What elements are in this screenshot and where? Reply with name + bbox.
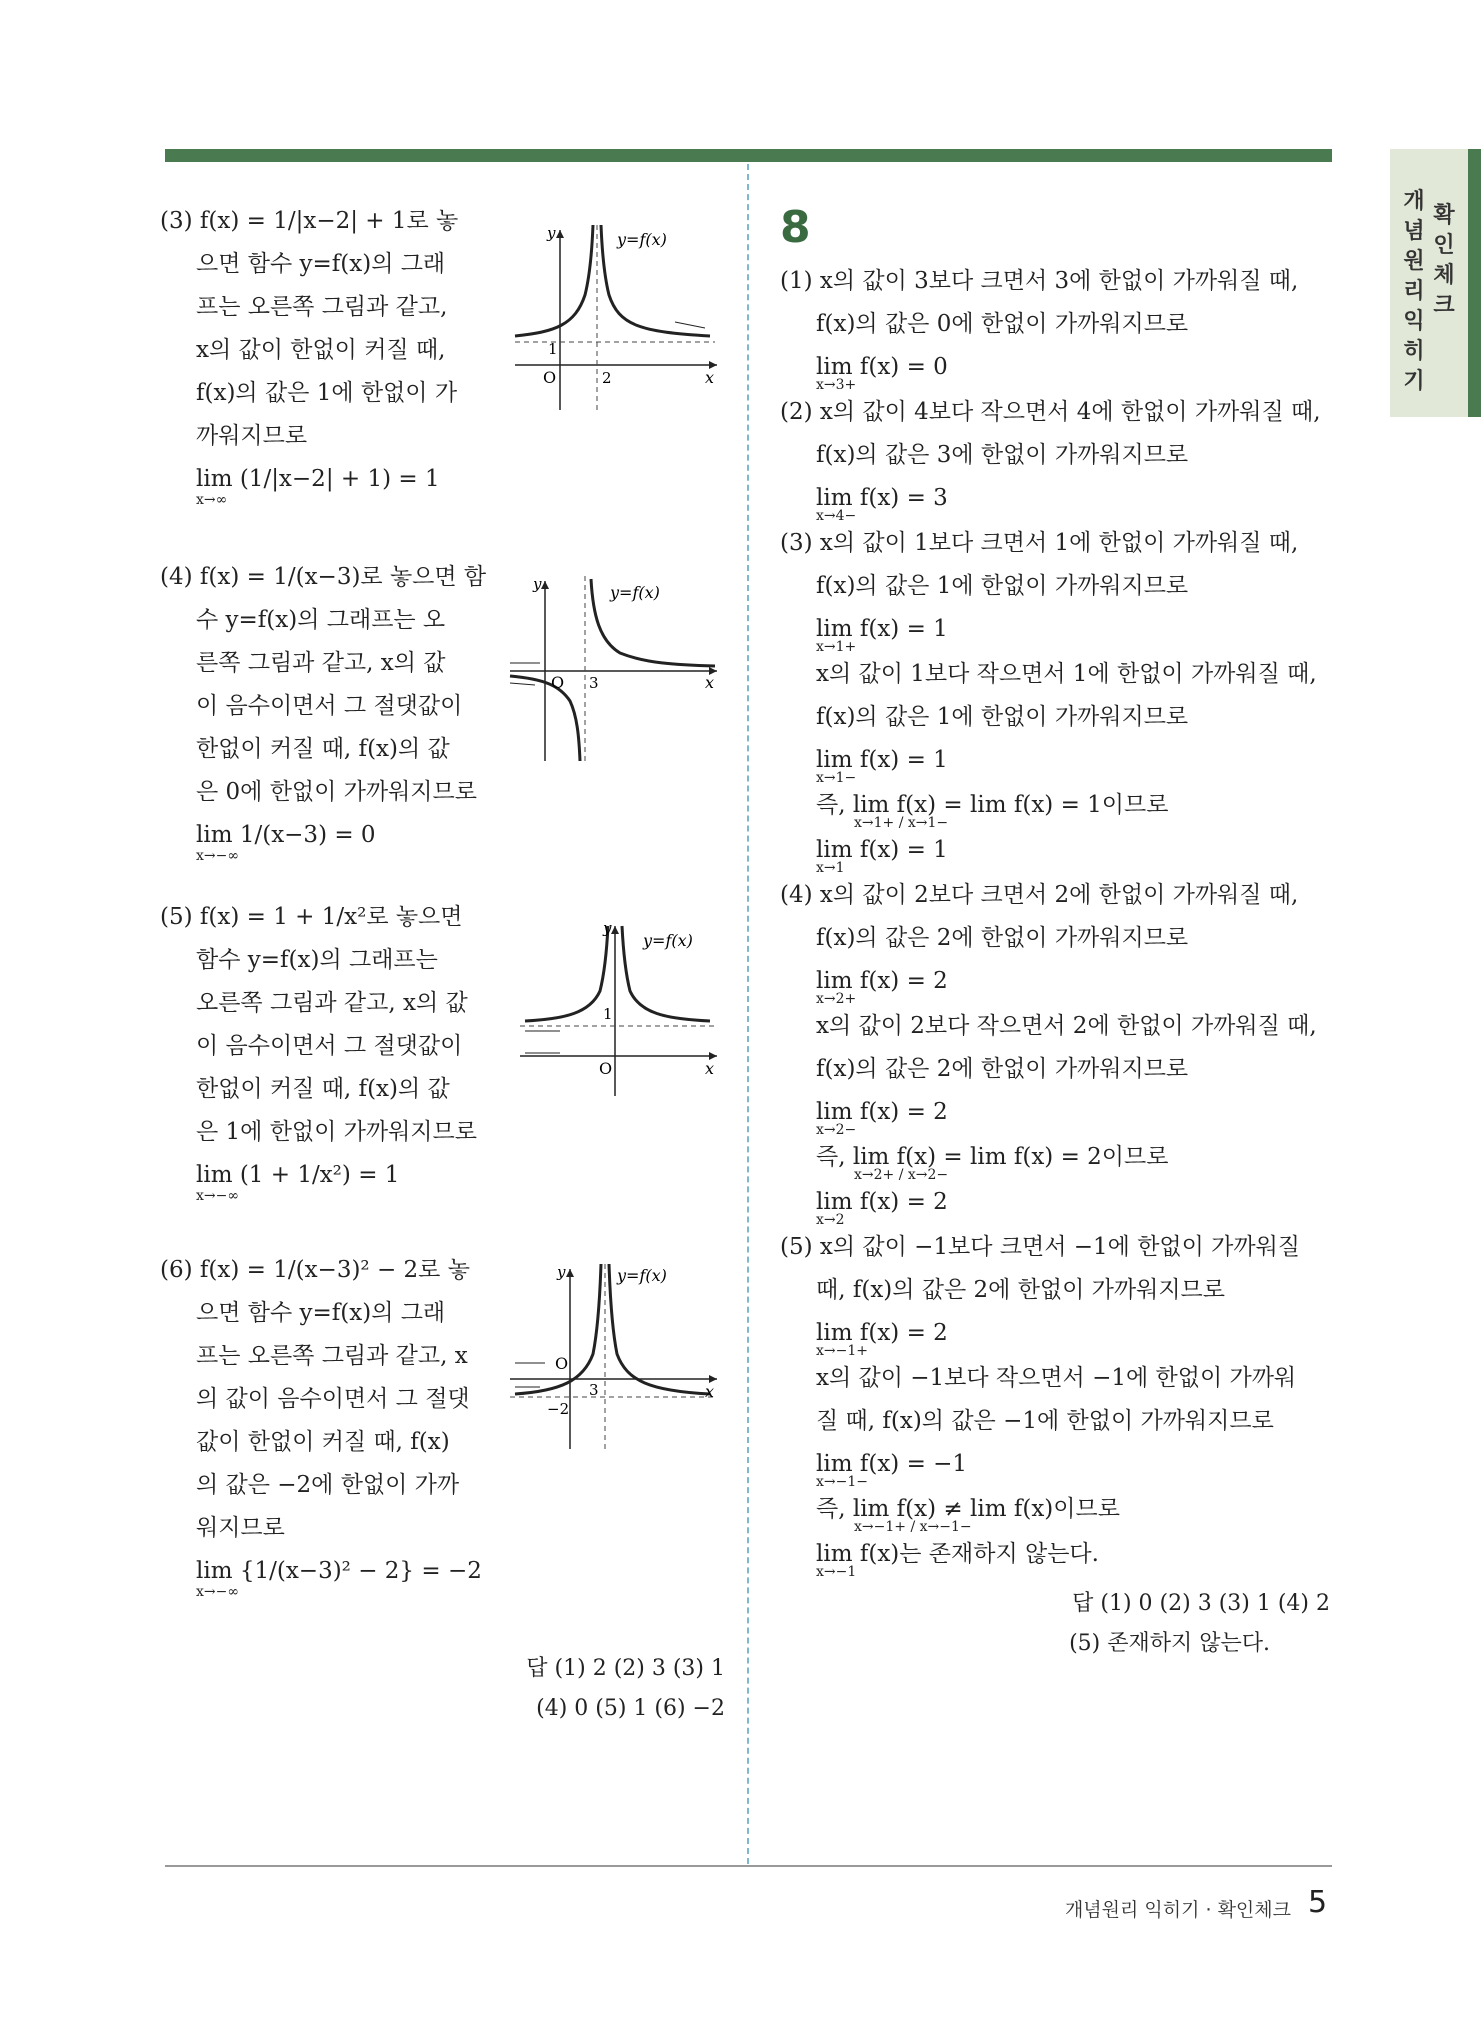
footer-text: 개념원리 익히기 · 확인체크: [1064, 1899, 1291, 1921]
line: (2) x의 값이 4보다 작으면서 4에 한없이 가까워질 때,: [780, 399, 1321, 425]
limit-expression: lim {1/(x−3)² − 2} = −2: [196, 1558, 482, 1584]
line: (3) f(x) = 1/|x−2| + 1로 놓: [160, 208, 459, 234]
line: 오른쪽 그림과 같고, x의 값: [196, 990, 468, 1016]
limit-expression: lim f(x)는 존재하지 않는다.: [816, 1541, 1099, 1567]
x-axis-label: x: [705, 368, 715, 387]
origin-label: O: [599, 1059, 613, 1078]
line: 즉, lim f(x) = lim f(x) = 2이므로: [816, 1144, 1169, 1170]
line: f(x)의 값은 1에 한없이 가까워지므로: [816, 704, 1189, 730]
line: 워지므로: [196, 1515, 285, 1541]
solution-7-5: [160, 896, 730, 1249]
limit-expression: lim f(x) = 1: [816, 747, 948, 773]
limit-expression: lim f(x) = 1: [816, 616, 948, 642]
limit-subscript: x→2: [816, 1212, 845, 1228]
line: (6) f(x) = 1/(x−3)² − 2로 놓: [160, 1257, 470, 1283]
line: 은 1에 한없이 가까워지므로: [196, 1119, 477, 1145]
curve-label: y=f(x): [610, 583, 660, 602]
limit-expression: lim (1/|x−2| + 1) = 1: [196, 466, 440, 492]
line: 이 음수이면서 그 절댓값이: [196, 693, 463, 719]
line: 한없이 커질 때, f(x)의 값: [196, 736, 450, 762]
limit-expression: lim f(x) = 2: [816, 1320, 948, 1346]
curve-label: y=f(x): [643, 931, 693, 950]
curve-label: y=f(x): [617, 1266, 667, 1285]
line: (4) f(x) = 1/(x−3)로 놓으면 함: [160, 564, 487, 590]
limit-subscript: x→3+: [816, 377, 857, 393]
y-axis-label: y: [603, 921, 612, 937]
y-axis-label: y: [547, 224, 556, 242]
limit-subscript: x→−1: [816, 1564, 857, 1580]
line: x의 값이 1보다 작으면서 1에 한없이 가까워질 때,: [816, 661, 1317, 687]
column-divider: [747, 164, 749, 1864]
limit-subscript: x→2+: [816, 991, 857, 1007]
solution-8-3: [780, 522, 1340, 874]
line: 의 값은 −2에 한없이 가까: [196, 1472, 460, 1498]
line: 른쪽 그림과 같고, x의 값: [196, 650, 446, 676]
line: x의 값이 2보다 작으면서 2에 한없이 가까워질 때,: [816, 1013, 1317, 1039]
limit-subscript: x→−1+ / x→−1−: [854, 1519, 972, 1535]
y-axis-label: y: [557, 1263, 566, 1281]
line: 질 때, f(x)의 값은 −1에 한없이 가까워지므로: [816, 1408, 1274, 1434]
origin-label: O: [543, 368, 557, 387]
limit-expression: lim f(x) = −1: [816, 1451, 968, 1477]
answer-8-line2: (5) 존재하지 않는다.: [1069, 1631, 1270, 1656]
line: 까워지므로: [196, 423, 308, 449]
page-number: 5: [1308, 1885, 1328, 1920]
line: (5) x의 값이 −1보다 크면서 −1에 한없이 가까워질: [780, 1234, 1301, 1260]
line: 즉, lim f(x) ≠ lim f(x)이므로: [816, 1496, 1120, 1522]
footer-rule: [165, 1865, 1332, 1867]
limit-subscript: x→2+ / x→2−: [854, 1167, 949, 1183]
line: 으면 함수 y=f(x)의 그래: [196, 251, 446, 277]
graph-6: [505, 1259, 725, 1454]
limit-subscript: x→−1−: [816, 1474, 868, 1490]
limit-subscript: x→1+ / x→1−: [854, 815, 949, 831]
limit-expression: lim f(x) = 0: [816, 354, 948, 380]
x-axis-label: x: [705, 1059, 715, 1078]
line: x의 값이 한없이 커질 때,: [196, 337, 446, 363]
limit-subscript: x→1: [816, 860, 845, 876]
answer-8-line1: 답 (1) 0 (2) 3 (3) 1 (4) 2: [1072, 1591, 1330, 1616]
y-tick-label: 1: [548, 340, 558, 358]
line: 수 y=f(x)의 그래프는 오: [196, 607, 446, 633]
line: 프는 오른쪽 그림과 같고, x: [196, 1343, 468, 1369]
limit-subscript: x→1−: [816, 770, 857, 786]
line: 때, f(x)의 값은 2에 한없이 가까워지므로: [816, 1277, 1225, 1303]
limit-expression: lim f(x) = 1: [816, 837, 948, 863]
x-tick-label: 3: [589, 674, 599, 692]
line: 즉, lim f(x) = lim f(x) = 1이므로: [816, 792, 1169, 818]
graph-3: [505, 220, 725, 410]
answer-7-line1: 답 (1) 2 (2) 3 (3) 1: [526, 1656, 725, 1681]
line: (3) x의 값이 1보다 크면서 1에 한없이 가까워질 때,: [780, 530, 1299, 556]
line: f(x)의 값은 1에 한없이 가까워지므로: [816, 573, 1189, 599]
line: 한없이 커질 때, f(x)의 값: [196, 1076, 450, 1102]
limit-subscript: x→2−: [816, 1122, 857, 1138]
line: 으면 함수 y=f(x)의 그래: [196, 1300, 446, 1326]
limit-expression: lim f(x) = 2: [816, 1189, 948, 1215]
chapter-side-tab: [1390, 149, 1481, 417]
line: 프는 오른쪽 그림과 같고,: [196, 294, 448, 320]
limit-expression: lim f(x) = 2: [816, 1099, 948, 1125]
x-tick-label: 3: [589, 1381, 599, 1399]
limit-subscript: x→−1+: [816, 1343, 868, 1359]
line: 의 값이 음수이면서 그 절댓: [196, 1386, 470, 1412]
line: 함수 y=f(x)의 그래프는: [196, 947, 438, 973]
limit-expression: lim (1 + 1/x²) = 1: [196, 1162, 400, 1188]
right-column: [780, 200, 1340, 1664]
left-column: [160, 200, 730, 1729]
limit-subscript: x→−∞: [196, 1584, 240, 1600]
origin-label: O: [551, 673, 565, 692]
limit-subscript: x→−∞: [196, 1188, 240, 1204]
limit-subscript: x→∞: [196, 492, 228, 508]
line: 은 0에 한없이 가까워지므로: [196, 779, 477, 805]
solution-8-2: [780, 391, 1340, 522]
y-tick-label: 1: [603, 1005, 613, 1023]
line: 값이 한없이 커질 때, f(x): [196, 1429, 450, 1455]
limit-subscript: x→4−: [816, 508, 857, 524]
line: f(x)의 값은 3에 한없이 가까워지므로: [816, 442, 1189, 468]
solution-8-4: [780, 874, 1340, 1226]
x-axis-label: x: [705, 673, 715, 692]
solution-8-5: [780, 1226, 1340, 1578]
side-tab-col2: 확 인 체 크: [1433, 203, 1455, 318]
limit-expression: lim f(x) = 2: [816, 968, 948, 994]
solution-7-3: [160, 200, 730, 556]
limit-subscript: x→1+: [816, 639, 857, 655]
x-axis-label: x: [705, 1382, 715, 1401]
problem-number: 8: [780, 202, 811, 253]
line: (5) f(x) = 1 + 1/x²로 놓으면: [160, 904, 463, 930]
y-axis-label: y: [533, 575, 542, 593]
line: x의 값이 −1보다 작으면서 −1에 한없이 가까워: [816, 1365, 1297, 1391]
line: 이 음수이면서 그 절댓값이: [196, 1033, 463, 1059]
limit-expression: lim f(x) = 3: [816, 485, 948, 511]
side-tab-col1: 개 념 원 리 익 히 기: [1403, 189, 1425, 394]
side-tab-stripe: [1468, 149, 1481, 417]
graph-5: [515, 921, 725, 1101]
curve-label: y=f(x): [617, 230, 667, 249]
line: f(x)의 값은 0에 한없이 가까워지므로: [816, 311, 1189, 337]
line: (4) x의 값이 2보다 크면서 2에 한없이 가까워질 때,: [780, 882, 1299, 908]
x-tick-label: 2: [602, 369, 612, 387]
limit-expression: lim 1/(x−3) = 0: [196, 822, 376, 848]
solution-7-4: [160, 556, 730, 896]
line: f(x)의 값은 2에 한없이 가까워지므로: [816, 1056, 1189, 1082]
line: f(x)의 값은 2에 한없이 가까워지므로: [816, 925, 1189, 951]
line: (1) x의 값이 3보다 크면서 3에 한없이 가까워질 때,: [780, 268, 1299, 294]
line: f(x)의 값은 1에 한없이 가: [196, 380, 458, 406]
origin-label: O: [555, 1354, 569, 1373]
solution-7-6: [160, 1249, 730, 1649]
graph-4: [505, 571, 725, 766]
header-bar: [165, 149, 1332, 162]
y-tick-label: −2: [547, 1400, 570, 1418]
answer-7-line2: (4) 0 (5) 1 (6) −2: [536, 1696, 725, 1721]
limit-subscript: x→−∞: [196, 848, 240, 864]
solution-8-1: [780, 260, 1340, 391]
